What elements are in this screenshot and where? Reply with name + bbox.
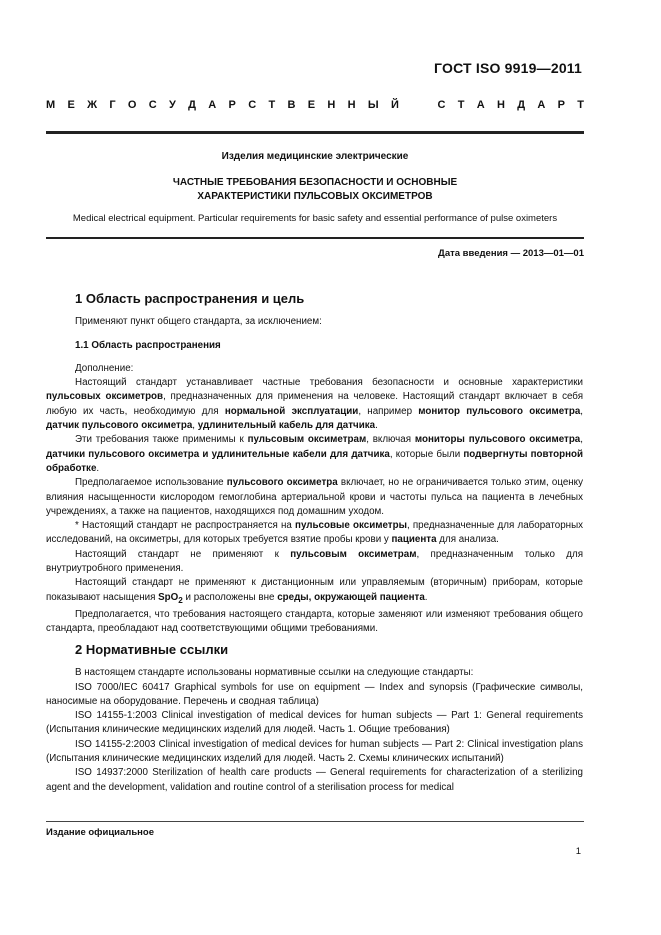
standard-type-letter: Н — [327, 99, 336, 111]
standard-type-letter: Р — [228, 99, 236, 111]
section-1 — [46, 291, 584, 636]
standard-type-letter: Е — [67, 99, 75, 111]
reference-item: ISO 14937:2000 Sterilization of health care products — General requirements for characterization of a sterilizing agent and the development, validation and routine control of a sterilisation process for medical — [46, 767, 583, 793]
section-2-heading: 2 Нормативные ссылки — [75, 642, 229, 657]
standard-type-letter: Р — [557, 99, 565, 111]
addition-label: Дополнение: — [75, 362, 134, 374]
standard-type-letter: Д — [188, 99, 196, 111]
standard-type-letter: М — [46, 99, 56, 111]
standard-type-letter: Д — [517, 99, 526, 111]
standard-type-letter: А — [476, 99, 485, 111]
subject-line: Изделия медицинские электрические — [221, 151, 409, 162]
reference-item: ISO 14155-1:2003 Clinical investigation of medical devices for human subjects — Part 1: General requirements (Испытания клинические медицинских изделий для людей. Часть 1. Общие требования) — [46, 710, 583, 736]
english-title: Medical electrical equipment. Particular requirements for basic safety and essential performance of pulse oximeters — [72, 213, 558, 224]
standard-type-letter: Г — [109, 99, 116, 111]
standard-type-letter: С — [248, 99, 257, 111]
paragraph-2: Эти требования также применимы к пульсовым оксиметрам, включая мониторы пульсового оксиметра, датчики пульсового оксиметра и удлинительные кабели для датчика, которые были подвергнуты повторной обработке. — [46, 434, 583, 474]
section-1-heading: 1 Область распространения и цель — [75, 291, 305, 306]
standard-type-letter: А — [208, 99, 217, 111]
standard-type-gap — [411, 99, 425, 111]
title-line-1: ЧАСТНЫЕ ТРЕБОВАНИЯ БЕЗОПАСНОСТИ И ОСНОВНЫЕ — [172, 177, 458, 188]
standard-type-letter: Й — [390, 99, 399, 111]
paragraph-1: Настоящий стандарт устанавливает частные требования безопасности и основные характеристики пульсовых оксиметров, предназначенных для применения на человеке. Настоящий стандарт включает в себя любую их часть, необходимую для нормальной эксплуатации, например монитор пульсового оксиметра, датчик пульсового оксиметра, удлинительный кабель для датчика. — [46, 377, 584, 432]
header-rule — [46, 131, 584, 134]
paragraph-7: Предполагается, что требования настоящего стандарта, которые заменяют или изменяют требования общего стандарта, преобладают над соответствующими общими требованиями. — [46, 608, 583, 635]
page-number: 1 — [575, 846, 581, 857]
standard-type-letter: Т — [268, 99, 276, 111]
document-number: ГОСТ ISO 9919—2011 — [434, 60, 582, 76]
paragraph-3: Предполагаемое использование пульсового оксиметра включает, но не ограничивается только этим, оценку влияния насыщенности кислородом гемоглобина артериальной крови и частоты пульса на пациента в лечебных учреждениях, а также на пациентов, находящихся под домашним уходом. — [46, 477, 583, 517]
title-line-2: ХАРАКТЕРИСТИКИ ПУЛЬСОВЫХ ОКСИМЕТРОВ — [197, 191, 433, 202]
paragraph-4: * Настоящий стандарт не распространяется на пульсовые оксиметры, предназначенные для лабораторных исследований, на оксиметры, для которых требуется взятие пробы крови у пациента для анализа. — [46, 520, 584, 546]
document-title — [46, 176, 584, 204]
subsection-1-1-heading: 1.1 Область распространения — [75, 339, 221, 351]
section-1-intro: Применяют пункт общего стандарта, за исключением: — [75, 316, 322, 328]
standard-type-letter: С — [148, 99, 157, 111]
footer-rule — [46, 821, 584, 822]
section-2 — [46, 642, 583, 795]
section-2-intro: В настоящем стандарте использованы нормативные ссылки на следующие стандарты: — [75, 667, 474, 679]
introduction-date: Дата введения — 2013—01—01 — [438, 248, 584, 259]
paragraph-6: Настоящий стандарт не применяют к дистанционным или управляемым (вторичным) приборам, которые показывают насыщения SpO$_2$ и расположены вне среды, окружающей пациента. — [46, 577, 583, 605]
standard-type-letter: А — [537, 99, 546, 111]
standard-type-heading — [46, 99, 584, 111]
standard-type-letter: С — [437, 99, 446, 111]
title-rule — [46, 237, 584, 239]
standard-type-letter: У — [169, 99, 176, 111]
standard-type-letter: Т — [577, 99, 584, 111]
standard-type-letter: Ж — [87, 99, 98, 111]
standard-type-letter: Н — [347, 99, 356, 111]
standard-type-letter: О — [127, 99, 137, 111]
standard-type-letter: Н — [496, 99, 505, 111]
reference-item: ISO 14155-2:2003 Clinical investigation of medical devices for human subjects — Part 2: Clinical investigation plans (Испытания клинические медицинских изделий для людей. Часть 2. Схемы клинических испытаний) — [46, 738, 583, 765]
standard-type-letter: Ы — [367, 99, 379, 111]
standard-type-letter: Т — [457, 99, 465, 111]
standard-type-letter: Е — [307, 99, 316, 111]
edition-label: Издание официальное — [46, 827, 154, 838]
paragraph-5: Настоящий стандарт не применяют к пульсовым оксиметрам, предназначенным только для внутриутробного применения. — [46, 548, 583, 575]
reference-item: ISO 7000/IEC 60417 Graphical symbols for use on equipment — Index and synopsis (Графические символы, наносимые на оборудование. Перечень и сводная таблица) — [46, 681, 583, 707]
standard-type-letter: В — [287, 99, 296, 111]
